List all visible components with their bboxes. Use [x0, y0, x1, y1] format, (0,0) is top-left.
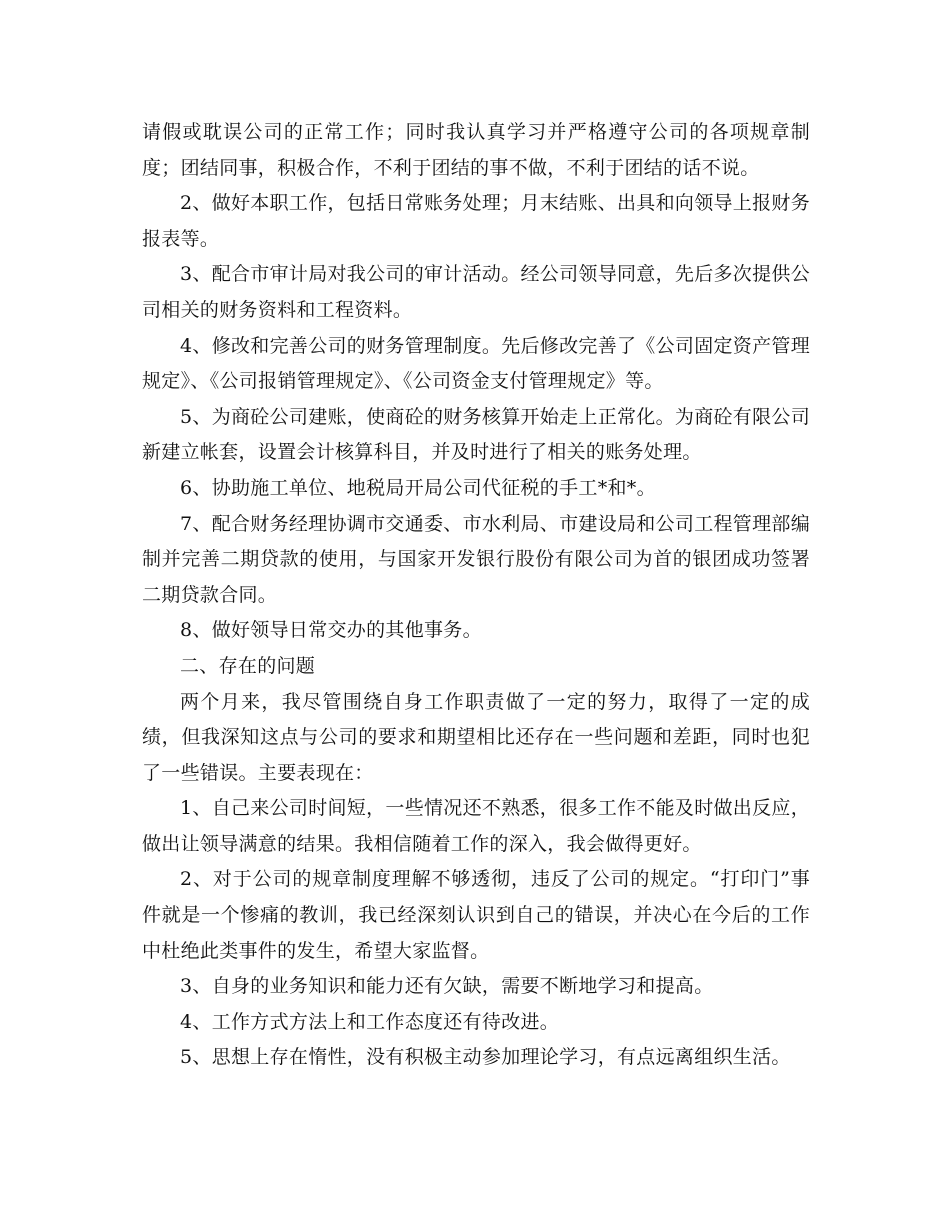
document-body [142, 115, 810, 1076]
paragraph-problem-2: 2、对于公司的规章制度理解不够透彻，违反了公司的规定。“打印门”事件就是一个惨痛的教训，我已经深刻认识到自己的错误，并决心在今后的工作中杜绝此类事件的发生，希望大家监督。 [142, 868, 810, 962]
paragraph-problem-4: 4、工作方式方法上和工作态度还有待改进。 [180, 1010, 560, 1033]
paragraph-item-2: 2、做好本职工作，包括日常账务处理；月末结账、出具和向领导上报财务报表等。 [142, 192, 810, 250]
paragraph-item-5: 5、为商砼公司建账，使商砼的财务核算开始走上正常化。为商砼有限公司新建立帐套，设置会计核算科目，并及时进行了相关的账务处理。 [142, 405, 810, 464]
paragraph-item-6: 6、协助施工单位、地税局开局公司代征税的手工*和*。 [180, 476, 656, 499]
paragraph-item-4: 4、修改和完善公司的财务管理制度。先后修改完善了《公司固定资产管理规定》、《公司报销管理规定》、《公司资金支付管理规定》等。 [142, 334, 810, 393]
paragraph-problem-5: 5、思想上存在惰性，没有积极主动参加理论学习，有点远离组织生活。 [180, 1046, 791, 1069]
paragraph-problem-1: 1、自己来公司时间短，一些情况还不熟悉，很多工作不能及时做出反应，做出让领导满意的结果。我相信随着工作的深入，我会做得更好。 [142, 797, 810, 855]
paragraph-item-3: 3、配合市审计局对我公司的审计活动。经公司领导同意，先后多次提供公司相关的财务资料和工程资料。 [142, 263, 810, 321]
section-heading-problems: 二、存在的问题 [180, 654, 316, 677]
paragraph-problem-3: 3、自身的业务知识和能力还有欠缺，需要不断地学习和提高。 [180, 975, 714, 998]
paragraph-intro: 请假或耽误公司的正常工作；同时我认真学习并严格遵守公司的各项规章制度；团结同事，积极合作，不利于团结的事不做，不利于团结的话不说。 [142, 121, 810, 179]
paragraph-item-7: 7、配合财务经理协调市交通委、市水利局、市建设局和公司工程管理部编制并完善二期贷款的使用，与国家开发银行股份有限公司为首的银团成功签署二期贷款合同。 [142, 512, 810, 606]
paragraph-problems-intro: 两个月来，我尽管围绕自身工作职责做了一定的努力，取得了一定的成绩，但我深知这点与公司的要求和期望相比还存在一些问题和差距，同时也犯了一些错误。主要表现在： [142, 690, 810, 784]
paragraph-item-8: 8、做好领导日常交办的其他事务。 [180, 619, 482, 642]
